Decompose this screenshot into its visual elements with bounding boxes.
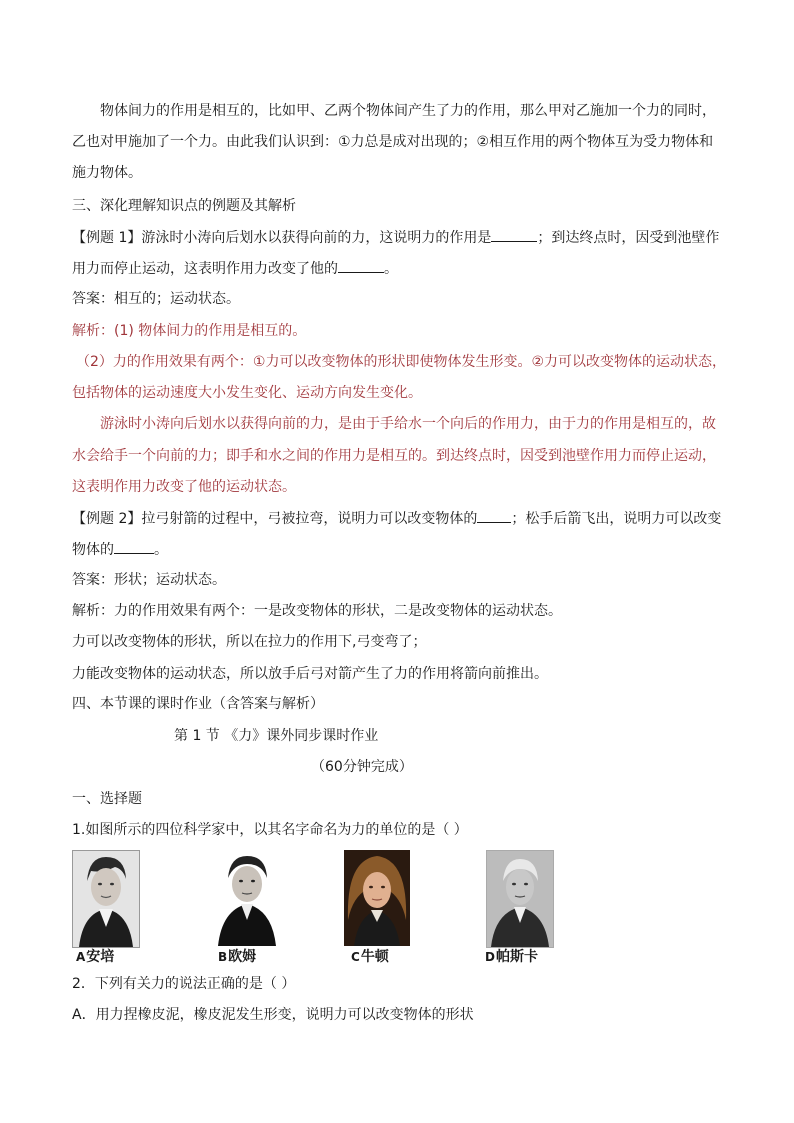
question-2: 2．下列有关力的说法正确的是（ ）: [72, 976, 296, 992]
analysis-line: 力能改变物体的运动状态，所以放手后弓对箭产生了力的作用将箭向前推出。: [72, 666, 548, 682]
example-1-line-1: 【例题 1】游泳时小涛向后划水以获得向前的力，这说明力的作用是 ；到达终点时，因受到池壁作: [72, 227, 719, 248]
homework-title: 第 1 节 《力》课外同步课时作业: [174, 728, 379, 744]
question-2-option-a: A．用力捏橡皮泥，橡皮泥发生形变，说明力可以改变物体的形状: [72, 1007, 474, 1023]
answer-line: 答案：形状；运动状态。: [72, 572, 226, 588]
answer-blank: [114, 539, 154, 554]
paragraph-line: 物体间力的作用是相互的，比如甲、乙两个物体间产生了力的作用，那么甲对乙施加一个力的同时，: [100, 103, 716, 119]
part-heading: 一、选择题: [72, 791, 142, 807]
analysis-line: 解析：(1) 物体间力的作用是相互的。: [72, 323, 307, 339]
analysis-line: 这表明作用力改变了他的运动状态。: [72, 479, 296, 495]
analysis-line: 游泳时小涛向后划水以获得向前的力，是由于手给水一个向后的作用力，由于力的作用是相互的，故: [100, 416, 716, 432]
answer-blank: [338, 258, 384, 273]
ohm-portrait-image: [214, 850, 280, 946]
example-2-line-1: 【例题 2】拉弓射箭的过程中，弓被拉弯，说明力可以改变物体的 ；松手后箭飞出，说明力可以改变: [72, 508, 721, 529]
scientist-caption-c: C牛顿: [351, 949, 389, 965]
paragraph-line: 乙也对甲施加了一个力。由此我们认识到：①力总是成对出现的；②相互作用的两个物体互为受力物体和: [72, 134, 714, 150]
answer-line: 答案：相互的；运动状态。: [72, 291, 240, 307]
pascal-portrait-image: [486, 850, 554, 948]
analysis-line: （2）力的作用效果有两个：①力可以改变物体的形状即使物体发生形变。②力可以改变物体的运动状态，: [76, 354, 727, 370]
example-1-line-2: 用力而停止运动，这表明作用力改变了他的 。: [72, 258, 398, 279]
section-heading: 四、本节课的课时作业（含答案与解析）: [72, 696, 324, 712]
example-2-label: 【例题 2】: [72, 511, 142, 527]
answer-blank: [477, 508, 511, 523]
ampere-portrait-image: [72, 850, 140, 948]
analysis-line: 力可以改变物体的形状，所以在拉力的作用下,弓变弯了；: [72, 634, 427, 650]
analysis-line: 水会给手一个向前的力；即手和水之间的作用力是相互的。到达终点时，因受到池壁作用力而停止运动，: [72, 448, 716, 464]
homework-time: （60分钟完成）: [311, 759, 413, 775]
answer-blank: [491, 227, 537, 242]
newton-portrait-image: [344, 850, 410, 946]
analysis-line: 解析：力的作用效果有两个：一是改变物体的形状，二是改变物体的运动状态。: [72, 603, 562, 619]
scientist-caption-a: A安培: [76, 949, 115, 965]
analysis-line: 包括物体的运动速度大小发生变化、运动方向发生变化。: [72, 385, 422, 401]
scientist-caption-b: B欧姆: [218, 949, 257, 965]
question-1: 1.如图所示的四位科学家中，以其名字命名为力的单位的是（ ）: [72, 822, 468, 838]
example-1-label: 【例题 1】: [72, 230, 142, 246]
section-heading: 三、深化理解知识点的例题及其解析: [72, 198, 296, 214]
scientist-caption-d: D帕斯卡: [485, 949, 538, 965]
paragraph-line: 施力物体。: [72, 165, 142, 181]
example-2-line-2: 物体的 。: [72, 539, 168, 560]
